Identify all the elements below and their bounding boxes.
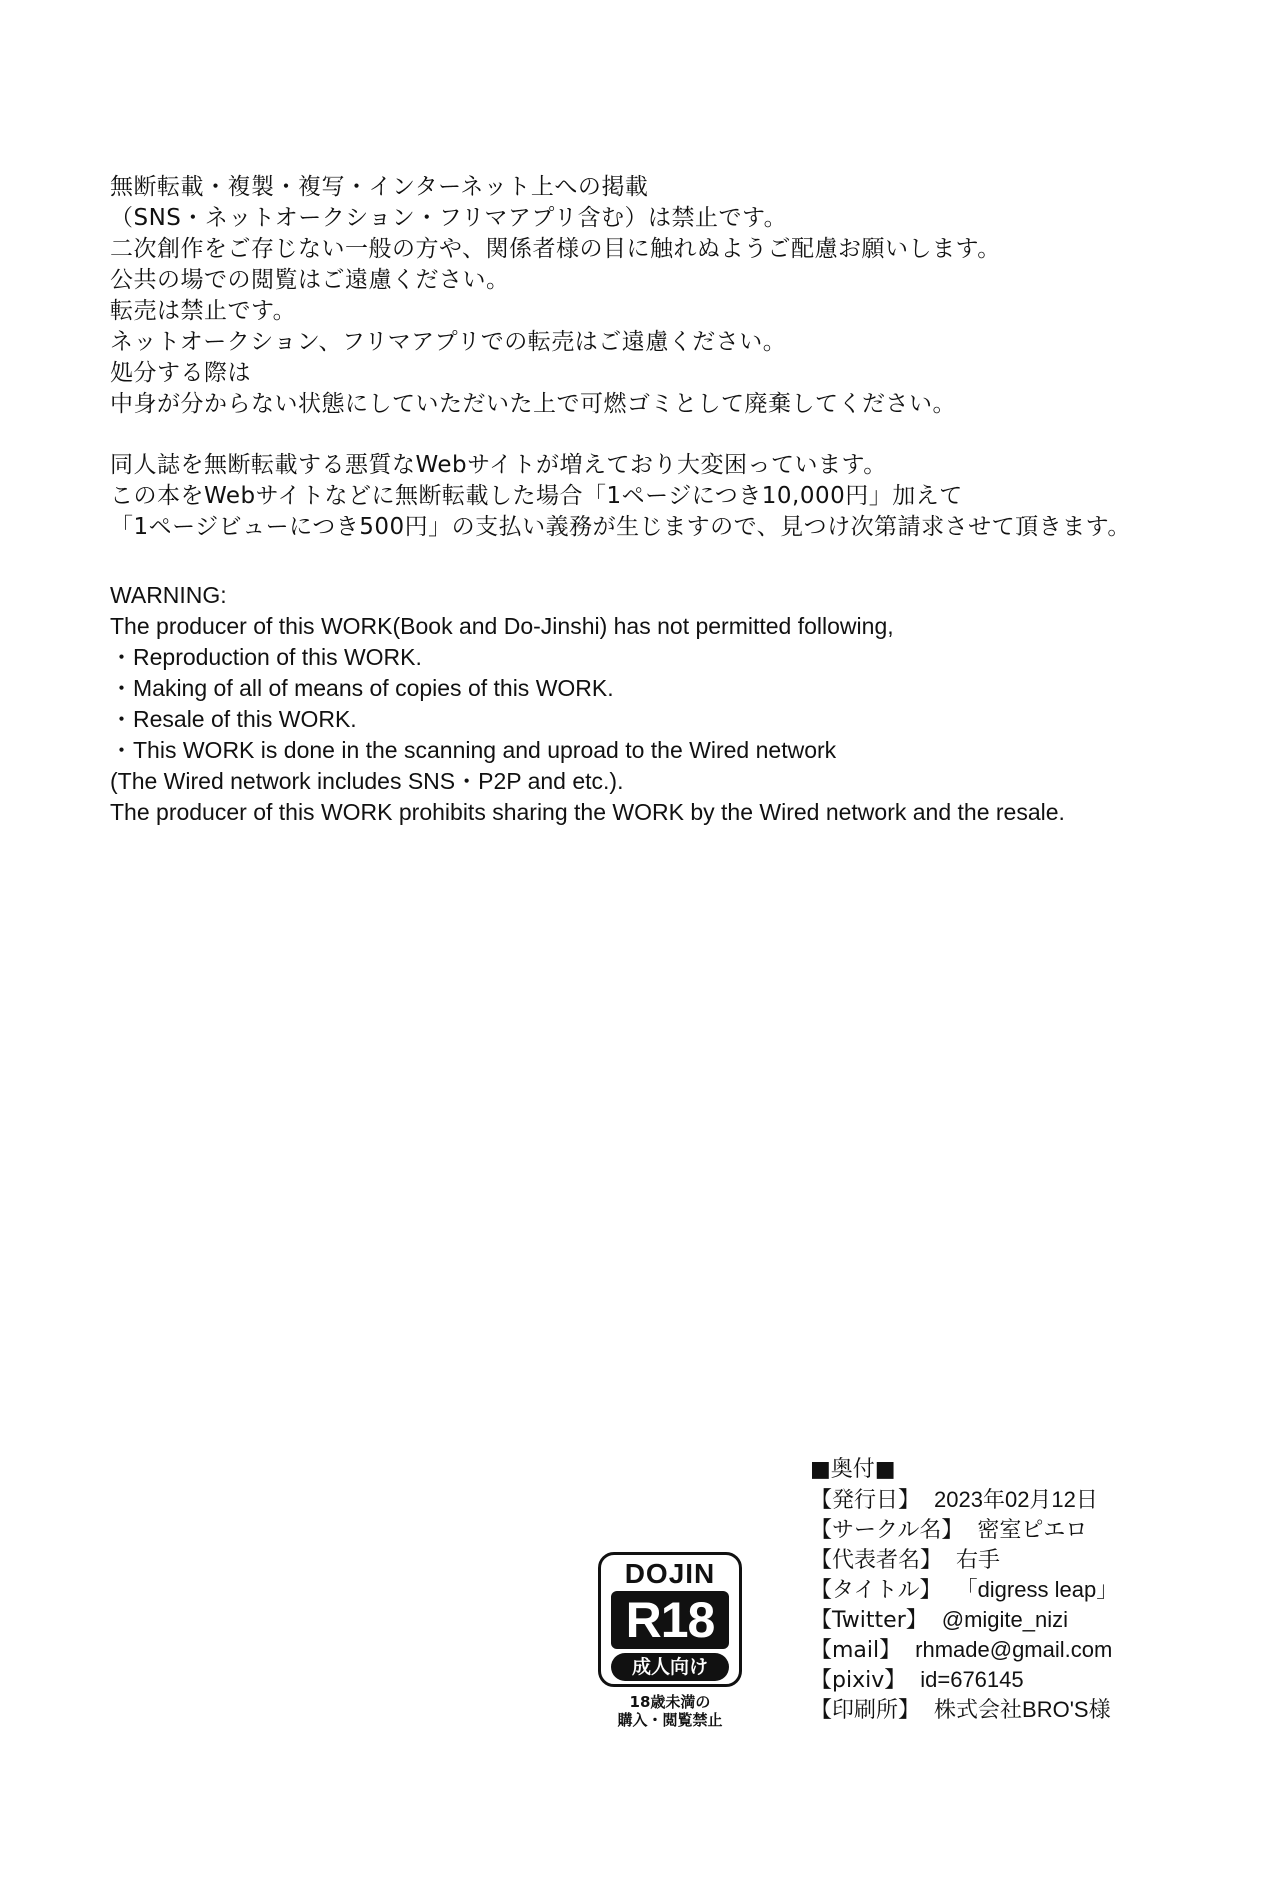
colophon-heading: ■奥付■: [810, 1457, 896, 1482]
colophon-value: 右手: [956, 1547, 1001, 1572]
warning-heading: WARNING:: [110, 582, 227, 608]
warning-line: ・This WORK is done in the scanning and uproad to the Wired network: [110, 737, 837, 763]
notice-line: 「1ページビューにつき500円」の支払い義務が生じますので、見つけ次第請求させて頂きます。: [110, 514, 1131, 540]
notice-line: 公共の場での閲覧はご遠慮ください。: [110, 267, 510, 293]
colophon-row: [810, 1695, 1250, 1725]
colophon-row: [810, 1575, 1250, 1605]
colophon-key: 【サークル名】: [810, 1518, 964, 1543]
colophon-value: 2023年02月12日: [934, 1487, 1098, 1512]
badge-caption: [617, 1693, 722, 1729]
colophon-key: 【pixiv】: [810, 1668, 907, 1693]
warning-line: The producer of this WORK prohibits sharing the WORK by the Wired network and the resale.: [110, 799, 1065, 825]
notice-line: 二次創作をご存じない一般の方や、関係者様の目に触れぬようご配慮お願いします。: [110, 236, 1001, 262]
colophon-key: 【mail】: [810, 1638, 902, 1663]
notice-line: 同人誌を無断転載する悪質なWebサイトが増えており大変困っています。: [110, 452, 887, 478]
colophon-row: [810, 1485, 1250, 1515]
warning-line: ・Reproduction of this WORK.: [110, 644, 422, 670]
paragraph-gap: [110, 420, 1230, 450]
japanese-notice: [110, 172, 1230, 543]
notice-line: 無断転載・複製・複写・インターネット上への掲載: [110, 174, 649, 200]
badge-adult-label: 成人向け: [611, 1653, 729, 1681]
badge-caption-line: 18歳未満の: [629, 1693, 711, 1711]
colophon-row: [810, 1635, 1250, 1665]
colophon-key: 【発行日】: [810, 1488, 921, 1513]
colophon-row: [810, 1605, 1250, 1635]
r18-badge: [595, 1552, 745, 1737]
notice-line: 転売は禁止です。: [110, 298, 297, 324]
colophon-key: 【Twitter】: [810, 1608, 928, 1633]
notice-line: 中身が分からない状態にしていただいた上で可燃ゴミとして廃棄してください。: [110, 391, 956, 417]
colophon-value: rhmade@gmail.com: [915, 1637, 1113, 1662]
badge-r18-label: R18: [611, 1591, 729, 1649]
english-warning: [110, 580, 1250, 828]
colophon-row: [810, 1515, 1250, 1545]
warning-line: (The Wired network includes SNS・P2P and etc.).: [110, 768, 624, 794]
colophon-key: 【印刷所】: [810, 1698, 921, 1723]
warning-line: ・Making of all of means of copies of this WORK.: [110, 675, 614, 701]
colophon-row: [810, 1665, 1250, 1695]
badge-caption-line: 購入・閲覧禁止: [617, 1711, 723, 1729]
colophon-value: 株式会社BRO'S様: [934, 1697, 1111, 1722]
badge-dojin-label: DOJIN: [624, 1558, 716, 1589]
colophon-value: 密室ピエロ: [977, 1517, 1088, 1542]
colophon-value: @migite_nizi: [941, 1607, 1069, 1632]
colophon-value: id=676145: [920, 1667, 1024, 1692]
warning-line: The producer of this WORK(Book and Do-Jinshi) has not permitted following,: [110, 613, 894, 639]
warning-line: ・Resale of this WORK.: [110, 706, 357, 732]
colophon-key: 【タイトル】: [810, 1578, 942, 1603]
notice-line: ネットオークション、フリマアプリでの転売はご遠慮ください。: [110, 329, 787, 355]
notice-line: この本をWebサイトなどに無断転載した場合「1ページにつき10,000円」加えて: [110, 483, 963, 509]
badge-frame: [598, 1552, 742, 1687]
notice-line: 処分する際は: [110, 360, 251, 386]
colophon-value: 「digress leap」: [955, 1577, 1119, 1602]
colophon: [810, 1455, 1250, 1725]
colophon-key: 【代表者名】: [810, 1548, 943, 1573]
notice-line: （SNS・ネットオークション・フリマアプリ含む）は禁止です。: [110, 205, 788, 231]
colophon-row: [810, 1545, 1250, 1575]
